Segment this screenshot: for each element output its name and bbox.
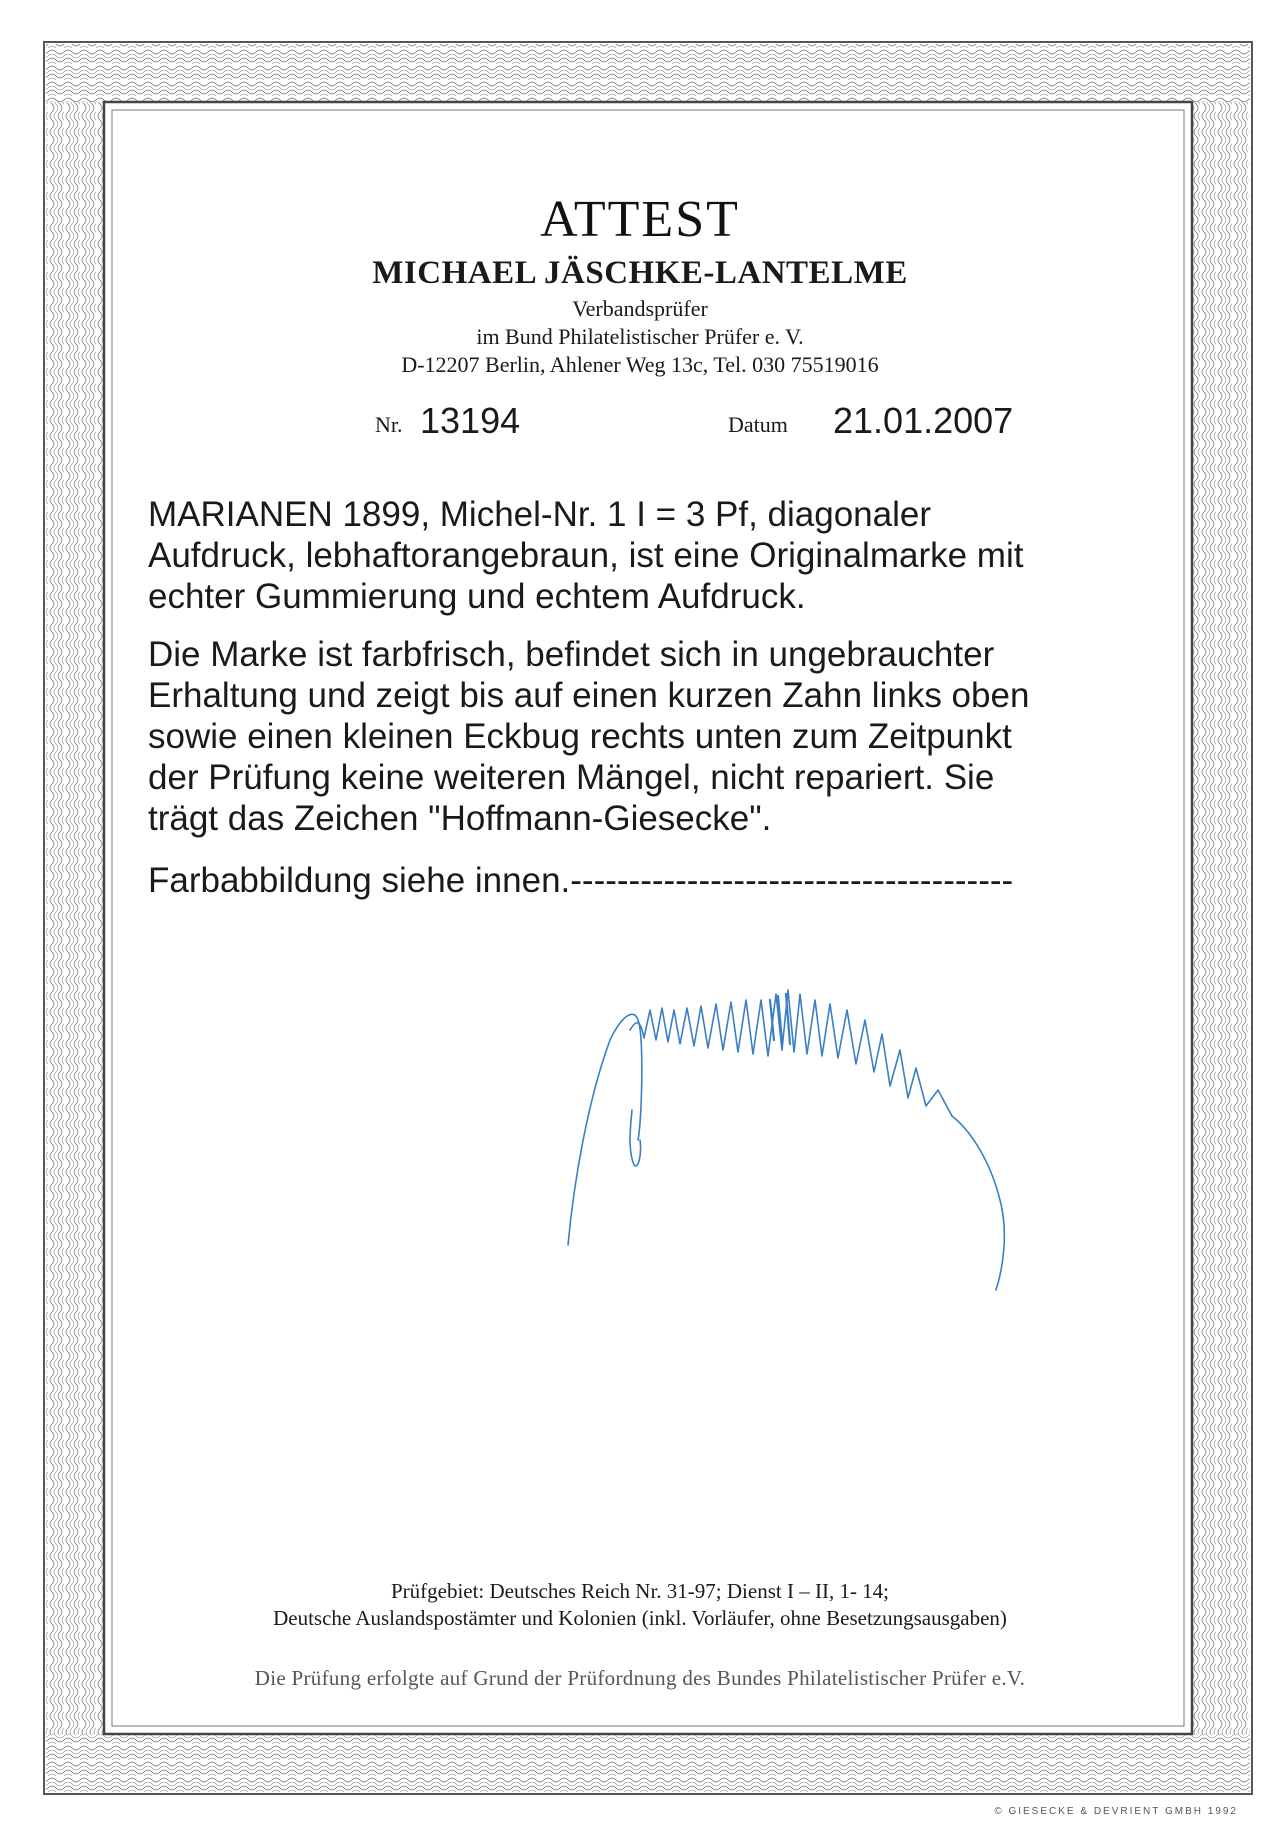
condition-line: sowie einen kleinen Eckbug rechts unten zum Zeitpunkt: [148, 717, 1012, 756]
certificate-number: 13194: [420, 400, 521, 441]
condition-paragraph: [148, 634, 1168, 839]
description-line: MARIANEN 1899, Michel-Nr. 1 I = 3 Pf, diagonaler: [148, 495, 931, 534]
illustration-note-line: Farbabbildung siehe innen.--------------------------------------: [148, 861, 1014, 900]
examiner-role: Verbandsprüfer: [572, 296, 708, 321]
certificate-date: 21.01.2007: [833, 400, 1014, 441]
examiner-association: im Bund Philatelistischer Prüfer e. V.: [476, 324, 804, 349]
condition-line: Die Marke ist farbfrisch, befindet sich in ungebrauchter: [148, 635, 995, 674]
regulation-note: Die Prüfung erfolgte auf Grund der Prüfordnung des Bundes Philatelistischer Prüfer e.V.: [254, 1666, 1026, 1690]
printer-imprint: © GIESECKE & DEVRIENT GMBH 1992: [994, 1806, 1238, 1817]
description-line: Aufdruck, lebhaftorangebraun, ist eine Originalmarke mit: [148, 536, 1024, 575]
description-paragraph: [148, 494, 1168, 617]
description-line: echter Gummierung und echtem Aufdruck.: [148, 577, 806, 616]
certificate-number-label: Nr.: [375, 412, 403, 437]
handwritten-signature: [560, 980, 1180, 1340]
certificate-date-label: Datum: [728, 412, 788, 437]
scope-line: Prüfgebiet: Deutsches Reich Nr. 31-97; Dienst I – II, 1- 14;: [390, 1579, 890, 1603]
condition-line: Erhaltung und zeigt bis auf einen kurzen Zahn links oben: [148, 676, 1030, 715]
examiner-name: MICHAEL JÄSCHKE-LANTELME: [372, 255, 908, 291]
illustration-note: [148, 860, 1168, 901]
condition-line: der Prüfung keine weiteren Mängel, nicht repariert. Sie: [148, 758, 995, 797]
scope-line: Deutsche Auslandspostämter und Kolonien (inkl. Vorläufer, ohne Besetzungsausgaben): [273, 1606, 1007, 1630]
examiner-address: D-12207 Berlin, Ahlener Weg 13c, Tel. 030 75519016: [401, 352, 879, 377]
condition-line: trägt das Zeichen "Hoffmann-Giesecke".: [148, 799, 772, 838]
certificate-title: ATTEST: [540, 191, 740, 248]
